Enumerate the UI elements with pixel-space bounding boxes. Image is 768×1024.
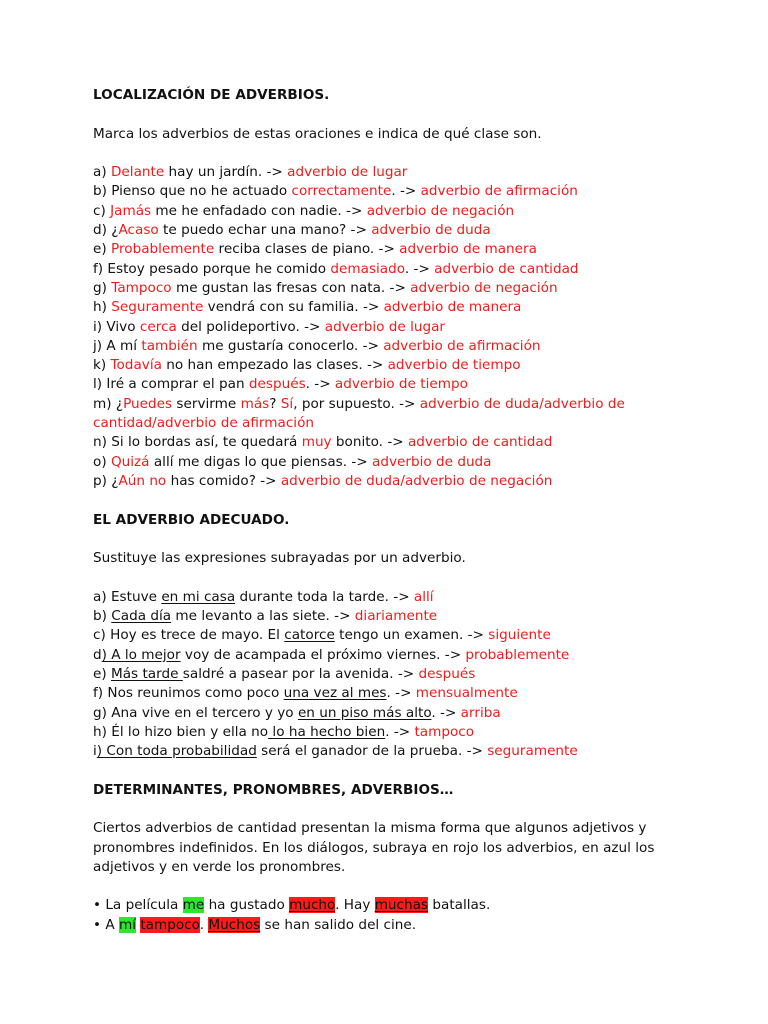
text-segment: bonito. -> xyxy=(331,434,408,451)
list-item xyxy=(93,202,673,221)
text-segment: . -> xyxy=(391,183,421,200)
section3-list xyxy=(93,896,673,935)
section1-list xyxy=(93,163,673,491)
list-item xyxy=(93,260,673,279)
list-item xyxy=(93,240,673,259)
list-item xyxy=(93,356,673,375)
text-segment: g) Ana vive en el tercero y yo xyxy=(93,704,298,721)
list-item xyxy=(93,704,673,723)
list-item xyxy=(93,298,673,317)
text-segment: Jamás xyxy=(110,202,152,219)
section2-title: EL ADVERBIO ADECUADO. xyxy=(93,511,290,528)
text-segment: saldré a pasear por la avenida. -> xyxy=(182,665,419,682)
text-segment: lo ha hecho bien xyxy=(268,723,386,740)
text-segment: Más tarde xyxy=(111,665,183,682)
text-segment: después xyxy=(418,665,476,682)
text-segment: me gustaría conocerlo. -> xyxy=(197,337,384,354)
text-segment: d xyxy=(93,646,102,663)
list-item xyxy=(93,375,673,394)
text-segment: m) ¿ xyxy=(93,395,124,412)
text-segment: Acaso xyxy=(118,222,159,239)
list-item xyxy=(93,665,673,684)
list-item xyxy=(93,588,673,607)
text-segment: f) Estoy pesado porque he comido xyxy=(93,260,331,277)
text-segment: mensualmente xyxy=(415,685,518,702)
text-segment: te puedo echar una mano? -> xyxy=(158,222,372,239)
text-segment: c) Hoy es trece de mayo. El xyxy=(93,627,285,644)
section3-title: DETERMINANTES, PRONOMBRES, ADVERBIOS… xyxy=(93,781,454,798)
text-segment: h) xyxy=(93,299,112,316)
list-item xyxy=(93,916,673,935)
list-item xyxy=(93,163,673,182)
list-item xyxy=(93,433,673,452)
text-segment: adverbio de duda xyxy=(371,222,491,239)
text-segment: voy de acampada el próximo viernes. -> xyxy=(180,646,466,663)
text-segment: . -> xyxy=(431,704,461,721)
text-segment: Sí xyxy=(280,395,294,412)
text-segment: . -> xyxy=(305,376,335,393)
list-item xyxy=(93,318,673,337)
list-item xyxy=(93,337,673,356)
text-segment: batallas. xyxy=(428,897,491,914)
text-segment: hay un jardín. -> xyxy=(164,164,288,181)
text-segment: diariamente xyxy=(354,608,438,625)
text-segment: del polideportivo. -> xyxy=(176,318,325,335)
text-segment: f) Nos reunimos como poco xyxy=(93,685,284,702)
text-segment: adverbio de duda/adverbio de cantidad/adverbio de afirmación xyxy=(93,395,625,432)
list-item xyxy=(93,742,673,761)
list-item xyxy=(93,607,673,626)
text-segment: Probablemente xyxy=(111,241,215,258)
text-segment: muy xyxy=(301,434,332,451)
text-segment: adverbio de lugar xyxy=(287,164,408,181)
text-segment: siguiente xyxy=(488,627,551,644)
text-segment: • A xyxy=(93,916,119,933)
text-segment: e) xyxy=(93,665,111,682)
text-segment: adverbio de negación xyxy=(366,202,515,219)
text-segment: tampoco xyxy=(414,723,475,740)
text-segment: adverbio de afirmación xyxy=(420,183,578,200)
text-segment: cerca xyxy=(139,318,177,335)
text-segment: durante toda la tarde. -> xyxy=(235,588,414,605)
section1-instruction: Marca los adverbios de estas oraciones e indica de qué clase son. xyxy=(93,125,542,142)
text-segment: Todavía xyxy=(110,357,162,374)
text-segment: vendrá con su familia. -> xyxy=(203,299,384,316)
text-segment: será el ganador de la prueba. -> xyxy=(256,743,488,760)
text-segment: Muchos xyxy=(208,916,261,933)
text-segment: me xyxy=(182,897,205,914)
text-segment: adverbio de duda/adverbio de negación xyxy=(280,472,553,489)
text-segment: adverbio de cantidad xyxy=(434,260,579,277)
text-segment: j) A mí xyxy=(93,337,142,354)
text-segment: ) A lo mejor xyxy=(101,646,181,663)
text-segment: d) ¿ xyxy=(93,222,119,239)
text-segment: Puedes xyxy=(123,395,173,412)
list-item xyxy=(93,453,673,472)
list-item xyxy=(93,723,673,742)
text-segment: adverbio de cantidad xyxy=(407,434,553,451)
text-segment: n) Si lo bordas así, te quedará xyxy=(93,434,302,451)
document-page xyxy=(93,86,673,935)
text-segment: en un piso más alto xyxy=(297,704,432,721)
text-segment: seguramente xyxy=(487,743,578,760)
list-item xyxy=(93,626,673,645)
text-segment: arriba xyxy=(460,704,501,721)
list-item xyxy=(93,646,673,665)
text-segment: tampoco xyxy=(140,916,200,933)
text-segment: adverbio de negación xyxy=(410,279,558,296)
text-segment: o) xyxy=(93,453,111,470)
text-segment: ? xyxy=(269,395,281,412)
list-item xyxy=(93,221,673,240)
text-segment: no han empezado las clases. -> xyxy=(161,357,388,374)
text-segment: • La película xyxy=(93,897,183,914)
text-segment: probablemente xyxy=(465,646,570,663)
section2-instruction: Sustituye las expresiones subrayadas por un adverbio. xyxy=(93,550,466,567)
text-segment: c) xyxy=(93,202,111,219)
text-segment: Cada día xyxy=(111,608,172,625)
text-segment: Delante xyxy=(110,164,165,181)
text-segment: me gustan las fresas con nata. -> xyxy=(171,279,411,296)
list-item xyxy=(93,472,673,491)
text-segment: l) Iré a comprar el pan xyxy=(93,376,249,393)
text-segment: i) Vivo xyxy=(93,318,140,335)
text-segment: adverbio de afirmación xyxy=(383,337,541,354)
text-segment: adverbio de tiempo xyxy=(387,357,521,374)
text-segment: adverbio de lugar xyxy=(324,318,446,335)
text-segment: también xyxy=(141,337,198,354)
text-segment: adverbio de tiempo xyxy=(334,376,468,393)
list-item xyxy=(93,684,673,703)
text-segment: se han salido del cine. xyxy=(260,916,417,933)
text-segment: . -> xyxy=(386,685,416,702)
text-segment: tengo un examen. -> xyxy=(334,627,489,644)
text-segment: mí xyxy=(118,916,136,933)
text-segment: . -> xyxy=(404,260,435,277)
text-segment: a) Estuve xyxy=(93,588,162,605)
text-segment: allí xyxy=(413,588,434,605)
text-segment: k) xyxy=(93,357,111,374)
list-item xyxy=(93,182,673,201)
text-segment: h) Él lo hizo bien y ella no xyxy=(93,723,269,740)
text-segment: , por supuesto. -> xyxy=(293,395,420,412)
text-segment: catorce xyxy=(284,627,335,644)
text-segment: después xyxy=(248,376,306,393)
section3-instruction: Ciertos adverbios de cantidad presentan la misma forma que algunos adjetivos y pronombres indefinidos. En los diálogos, subraya en rojo los adverbios, en azul los adjetivos y en verde los pronombres. xyxy=(93,820,655,875)
section1-title: LOCALIZACIÓN DE ADVERBIOS. xyxy=(93,87,330,103)
text-segment: servirme xyxy=(172,395,241,412)
text-segment: i xyxy=(93,743,97,760)
text-segment: muchas xyxy=(374,897,429,914)
text-segment: . xyxy=(199,916,209,933)
text-segment: ha gustado xyxy=(204,897,290,914)
text-segment: adverbio de manera xyxy=(399,241,537,258)
list-item xyxy=(93,279,673,298)
text-segment: allí me digas lo que piensas. -> xyxy=(149,453,372,470)
list-item xyxy=(93,395,673,434)
text-segment: mucho xyxy=(289,897,336,914)
text-segment: una vez al mes xyxy=(283,685,387,702)
text-segment: e) xyxy=(93,241,111,258)
text-segment: adverbio de manera xyxy=(383,299,522,316)
section2-list xyxy=(93,588,673,762)
text-segment: en mi casa xyxy=(161,588,236,605)
text-segment: correctamente xyxy=(291,183,392,200)
list-item xyxy=(93,896,673,915)
text-segment: b) xyxy=(93,608,112,625)
text-segment: más xyxy=(240,395,270,412)
text-segment: b) Pienso que no he actuado xyxy=(93,183,292,200)
text-segment: g) xyxy=(93,279,112,296)
text-segment: . -> xyxy=(385,723,415,740)
text-segment: me levanto a las siete. -> xyxy=(171,608,355,625)
text-segment: has comido? -> xyxy=(166,472,281,489)
text-segment: p) ¿ xyxy=(93,472,119,489)
text-segment: reciba clases de piano. -> xyxy=(214,241,400,258)
text-segment: adverbio de duda xyxy=(372,453,492,470)
text-segment: me he enfadado con nadie. -> xyxy=(151,202,367,219)
text-segment: . Hay xyxy=(335,897,375,914)
text-segment: demasiado xyxy=(330,260,405,277)
text-segment: Aún no xyxy=(118,472,167,489)
text-segment: Tampoco xyxy=(111,279,172,296)
text-segment: a) xyxy=(93,164,111,181)
text-segment: Seguramente xyxy=(111,299,204,316)
text-segment: Quizá xyxy=(110,453,150,470)
text-segment: ) Con toda probabilidad xyxy=(96,743,257,760)
